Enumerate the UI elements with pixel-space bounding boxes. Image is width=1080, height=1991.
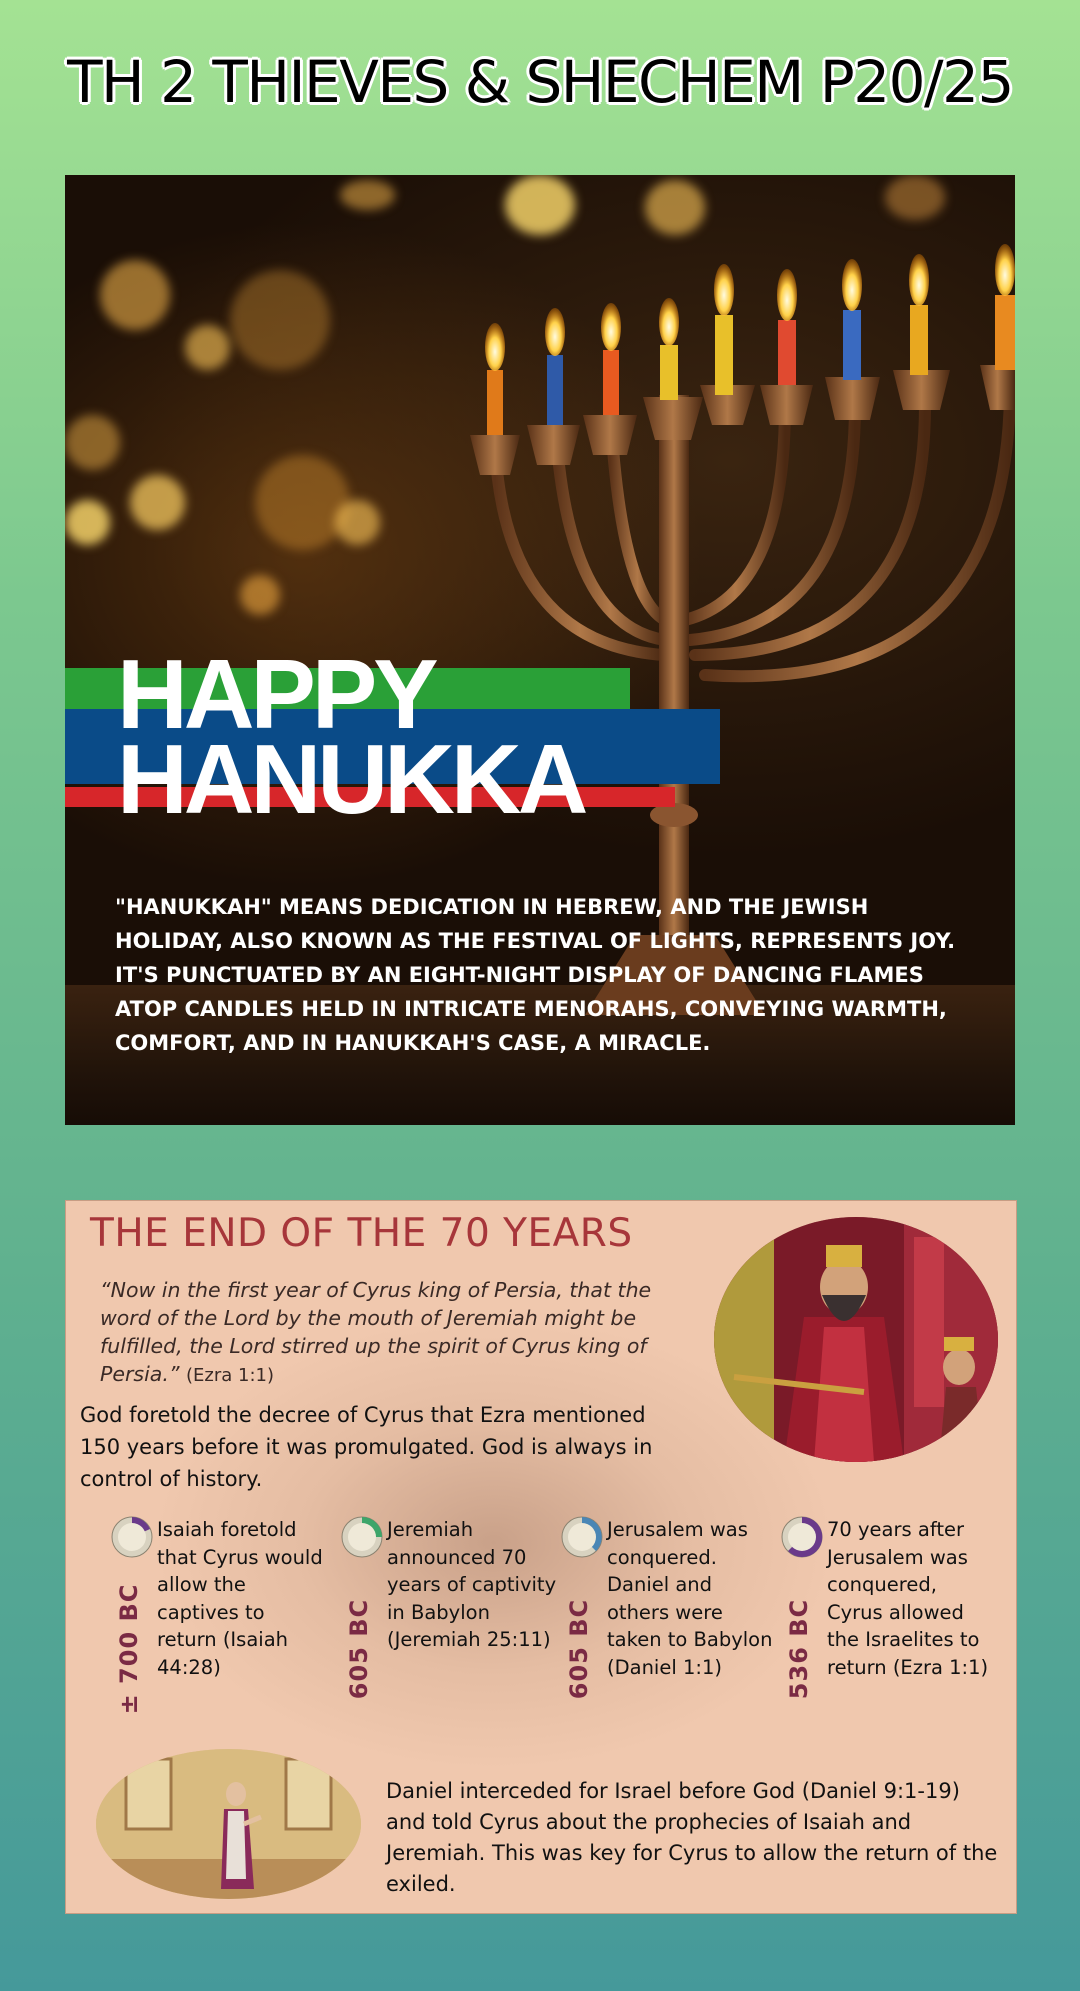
timeline-date: ± 700 BC xyxy=(115,1583,143,1715)
timeline-date: 605 BC xyxy=(565,1598,593,1700)
timeline-item xyxy=(341,1516,556,1756)
green-pie-icon xyxy=(341,1516,383,1558)
timeline-date: 605 BC xyxy=(345,1598,373,1700)
timeline-date: 536 BC xyxy=(785,1598,813,1700)
timeline-text: 70 years after Jerusalem was conquered, Cyrus allowed the Israelites to return (Ezra 1:1) xyxy=(827,1518,989,1679)
timeline-item xyxy=(561,1516,776,1756)
timeline-text: Jerusalem was conquered. Daniel and others were taken to Babylon (Daniel 1:1) xyxy=(607,1518,773,1679)
hanukkah-description: "HANUKKAH" MEANS DEDICATION IN HEBREW, AND THE JEWISH HOLIDAY, ALSO KNOWN AS THE FESTIVAL OF LIGHTS, REPRESENTS JOY. IT'S PUNCTUATED BY AN EIGHT-NIGHT DISPLAY OF DANCING FLAMES ATOP CANDLES HELD IN INTRICATE MENORAHS, CONVEYING WARMTH, COMFORT, AND IN HANUKKAH'S CASE, A MIRACLE. xyxy=(115,895,956,1055)
happy-heading: HAPPY xyxy=(117,639,435,749)
daniel-text: Daniel interceded for Israel before God (Daniel 9:1-19) and told Cyrus about the prophecies of Isaiah and Jeremiah. This was key for Cyrus to allow the return of the exiled. xyxy=(386,1779,998,1896)
timeline-item xyxy=(111,1516,326,1756)
intro-text: God foretold the decree of Cyrus that Ezra mentioned 150 years before it was promulgated. God is always in control of history. xyxy=(80,1403,653,1491)
cyrus-figure-icon xyxy=(714,1217,998,1462)
timeline-text: Isaiah foretold that Cyrus would allow the captives to return (Isaiah 44:28) xyxy=(157,1518,323,1679)
daniel-praying-icon xyxy=(96,1749,361,1899)
quote-reference: (Ezra 1:1) xyxy=(186,1365,275,1386)
cyrus-illustration xyxy=(714,1217,998,1462)
daniel-illustration xyxy=(96,1749,361,1899)
section-title: THE END OF THE 70 YEARS xyxy=(90,1211,633,1256)
timeline-text: Jeremiah announced 70 years of captivity in Babylon (Jeremiah 25:11) xyxy=(387,1518,557,1651)
hanukkah-card xyxy=(65,175,1015,1125)
white-pie-icon xyxy=(111,1516,153,1558)
purple-pie-icon xyxy=(781,1516,823,1558)
hanukka-heading: HANUKKA xyxy=(117,724,585,834)
blue-pie-icon xyxy=(561,1516,603,1558)
quote-text: “Now in the first year of Cyrus king of Persia, that the word of the Lord by the mouth of Jeremiah might be fulfilled, the Lord stirred up the spirit of Cyrus king of Persia.” xyxy=(100,1278,652,1386)
timeline-item xyxy=(781,1516,996,1756)
page-title: TH 2 THIEVES & SHECHEM P20/25 xyxy=(67,48,1013,116)
seventy-years-card xyxy=(65,1200,1017,1914)
scripture-quote xyxy=(100,1276,700,1390)
